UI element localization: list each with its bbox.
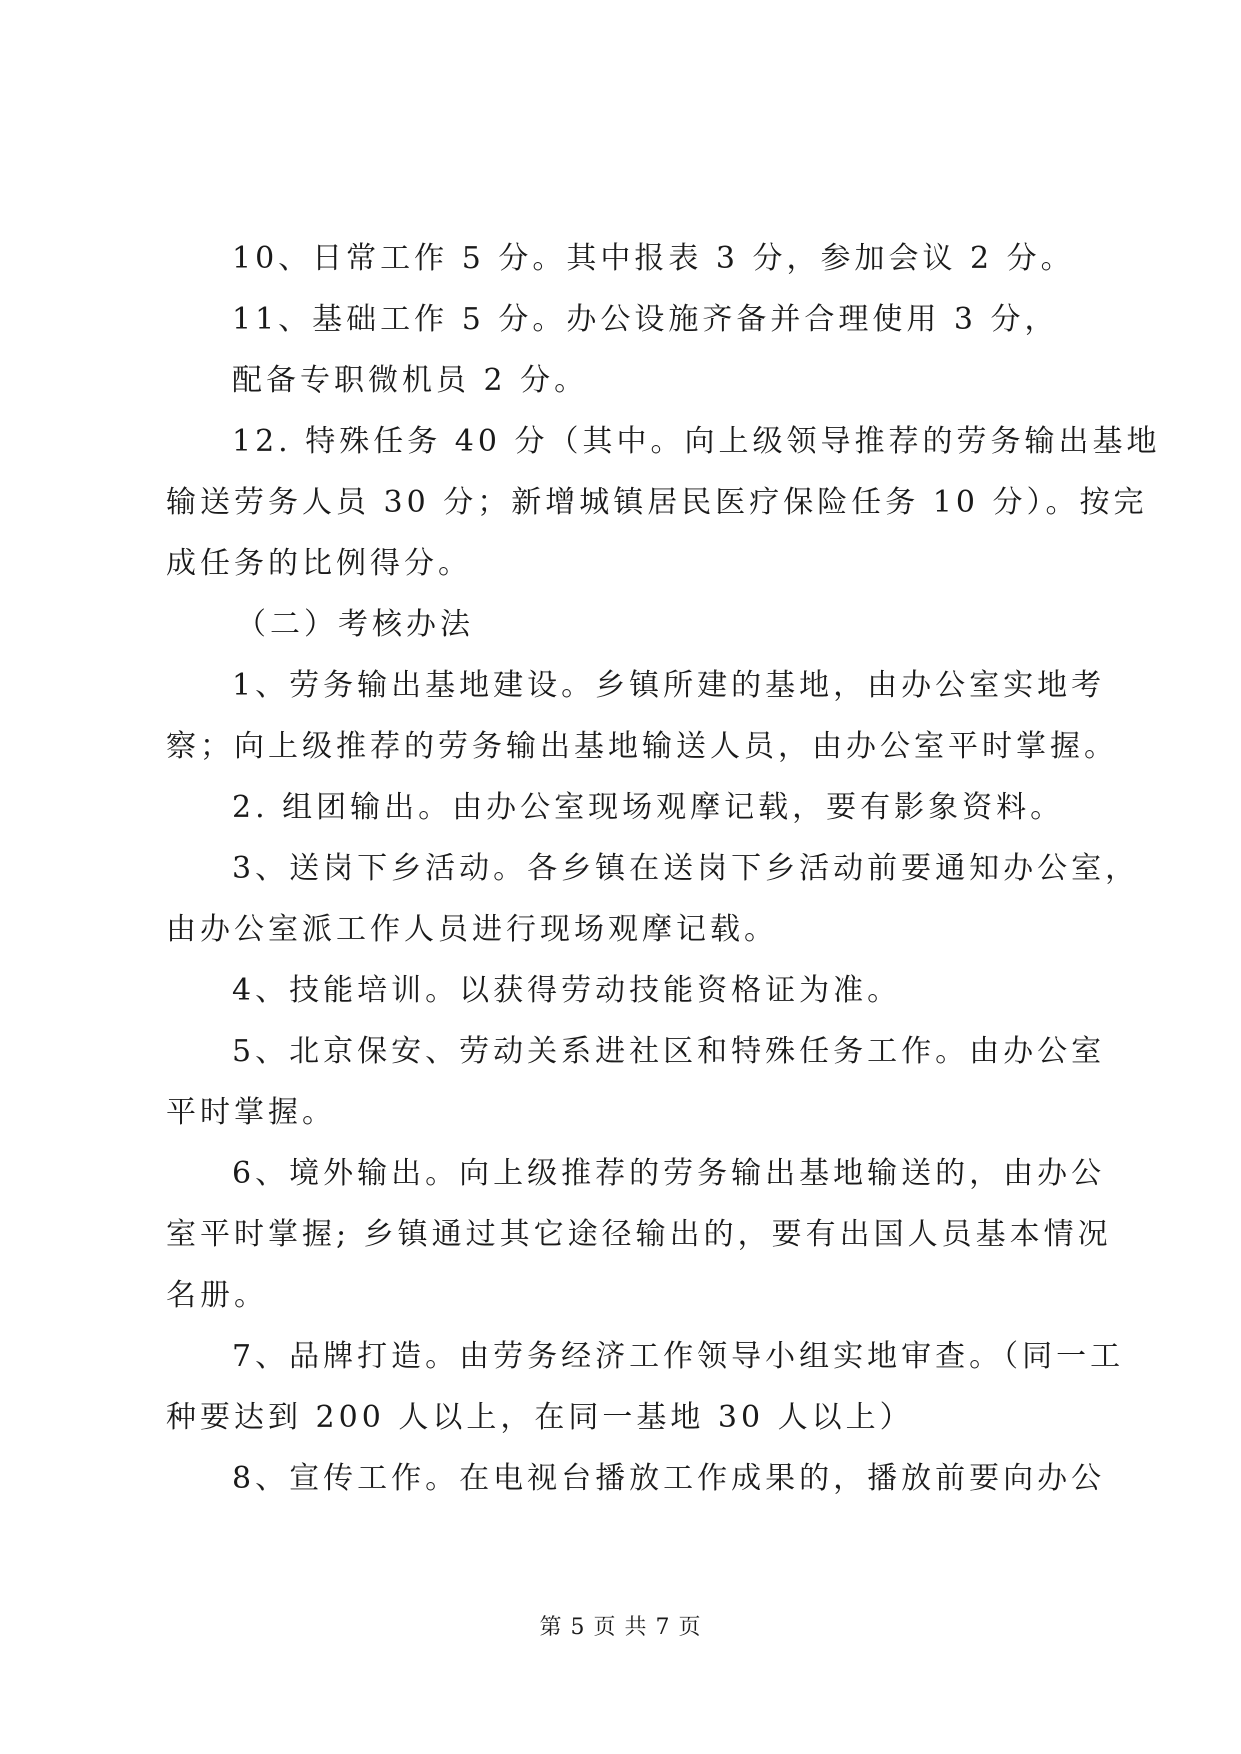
document-body [166, 228, 1161, 1509]
text-line: 6、境外输出。向上级推荐的劳务输出基地输送的，由办公 [232, 1156, 1106, 1191]
text-line: 4、技能培训。以获得劳动技能资格证为准。 [232, 973, 902, 1008]
text-line: 察；向上级推荐的劳务输出基地输送人员，由办公室平时掌握。 [166, 729, 1118, 764]
text-line: 12. 特殊任务 40 分（其中。向上级领导推荐的劳务输出基地 [232, 424, 1161, 459]
text-line: 成任务的比例得分。 [166, 546, 472, 581]
text-line: 输送劳务人员 30 分；新增城镇居民医疗保险任务 10 分）。按完 [166, 485, 1148, 520]
text-line: 名册。 [166, 1278, 268, 1313]
text-line: 8、宣传工作。在电视台播放工作成果的，播放前要向办公 [232, 1461, 1106, 1496]
text-line: 室平时掌握; 乡镇通过其它途径输出的，要有出国人员基本情况 [166, 1217, 1112, 1252]
text-line: 1、劳务输出基地建设。乡镇所建的基地，由办公室实地考 [232, 668, 1106, 703]
text-line: 2. 组团输出。由办公室现场观摩记载，要有影象资料。 [232, 790, 1065, 825]
text-line: 3、送岗下乡活动。各乡镇在送岗下乡活动前要通知办公室， [232, 851, 1140, 886]
text-line: 10、日常工作 5 分。其中报表 3 分，参加会议 2 分。 [232, 241, 1075, 276]
text-line: 7、品牌打造。由劳务经济工作领导小组实地审查。（同一工 [232, 1339, 1125, 1374]
text-line: 11、基础工作 5 分。办公设施齐备并合理使用 3 分， [232, 302, 1059, 337]
text-line: 种要达到 200 人以上，在同一基地 30 人以上） [166, 1400, 914, 1435]
page-number-footer: 第 5 页 共 7 页 [539, 1615, 702, 1640]
text-line: 由办公室派工作人员进行现场观摩记载。 [166, 912, 778, 947]
text-line: 5、北京保安、劳动关系进社区和特殊任务工作。由办公室 [232, 1034, 1106, 1069]
section-heading: （二）考核办法 [236, 607, 474, 642]
text-line: 配备专职微机员 2 分。 [232, 363, 589, 398]
text-line: 平时掌握。 [166, 1095, 336, 1130]
